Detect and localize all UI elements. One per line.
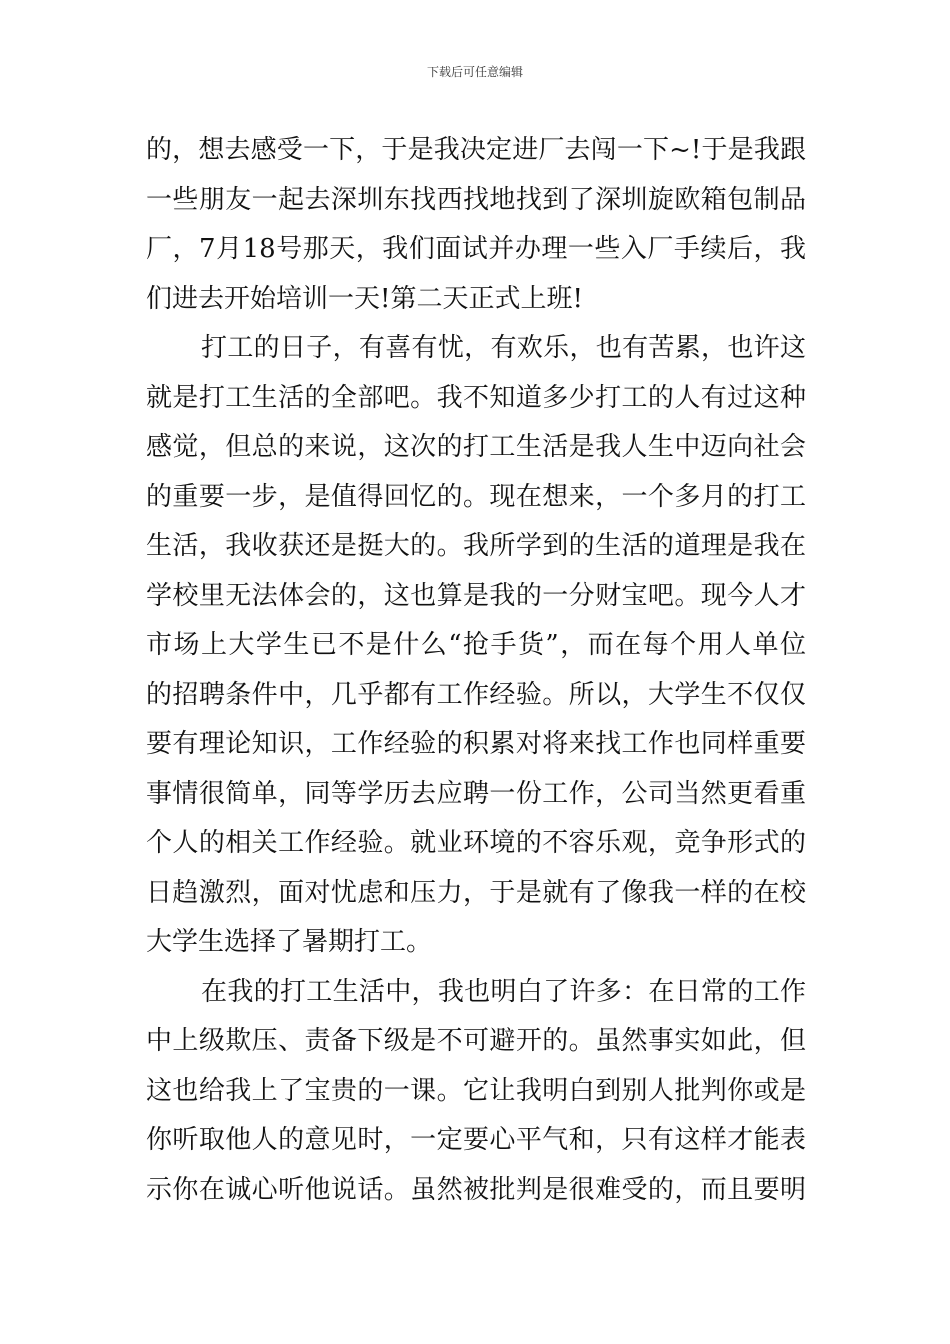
text-line: 生活，我收获还是挺大的。我所学到的生活的道理是我在 [146,531,806,561]
text-line: 示你在诚心听他说话。虽然被批判是很难受的，而且要明 [146,1174,806,1205]
text-line: 一些朋友一起去深圳东找西找地找到了深圳旋欧箱包制品 [146,184,806,215]
text-line: 的招聘条件中，几乎都有工作经验。所以，大学生不仅仅 [146,679,806,710]
paragraph-start-line: 打工的日子，有喜有忧，有欢乐，也有苦累，也许这 [201,333,806,363]
text-line: 中上级欺压、责备下级是不可避开的。虽然事实如此，但 [146,1026,806,1056]
paragraph-start-line: 在我的打工生活中，我也明白了许多：在日常的工作 [201,976,806,1007]
text-line: 学校里无法体会的，这也算是我的一分财宝吧。现今人才 [146,580,806,611]
text-line: 就是打工生活的全部吧。我不知道多少打工的人有过这种 [146,382,806,413]
text-line: 厂，7月18号那天，我们面试并办理一些入厂手续后，我 [146,234,806,264]
page-header: 下载后可任意编辑 [426,65,523,79]
text-line: 们进去开始培训一天!第二天正式上班! [146,283,583,314]
text-line: 大学生选择了暑期打工。 [146,927,433,957]
text-line: 事情很简单，同等学历去应聘一份工作，公司当然更看重 [146,778,806,809]
text-line: 个人的相关工作经验。就业环境的不容乐观，竞争形式的 [146,828,806,858]
text-line: 要有理论知识，工作经验的积累对将来找工作也同样重要 [146,729,806,759]
text-line: 感觉，但总的来说，这次的打工生活是我人生中迈向社会 [146,432,806,462]
document-body [146,126,806,1215]
text-line: 这也给我上了宝贵的一课。它让我明白到别人批判你或是 [146,1075,806,1106]
text-line: 你听取他人的意见时，一定要心平气和，只有这样才能表 [146,1125,806,1155]
text-line: 日趋激烈，面对忧虑和压力，于是就有了像我一样的在校 [146,877,806,908]
text-line: 的重要一步，是值得回忆的。现在想来，一个多月的打工 [146,481,806,512]
text-line: 市场上大学生已不是什么“抢手货”，而在每个用人单位 [146,630,806,660]
text-line: 的，想去感受一下，于是我决定进厂去闯一下~!于是我跟 [146,135,806,165]
